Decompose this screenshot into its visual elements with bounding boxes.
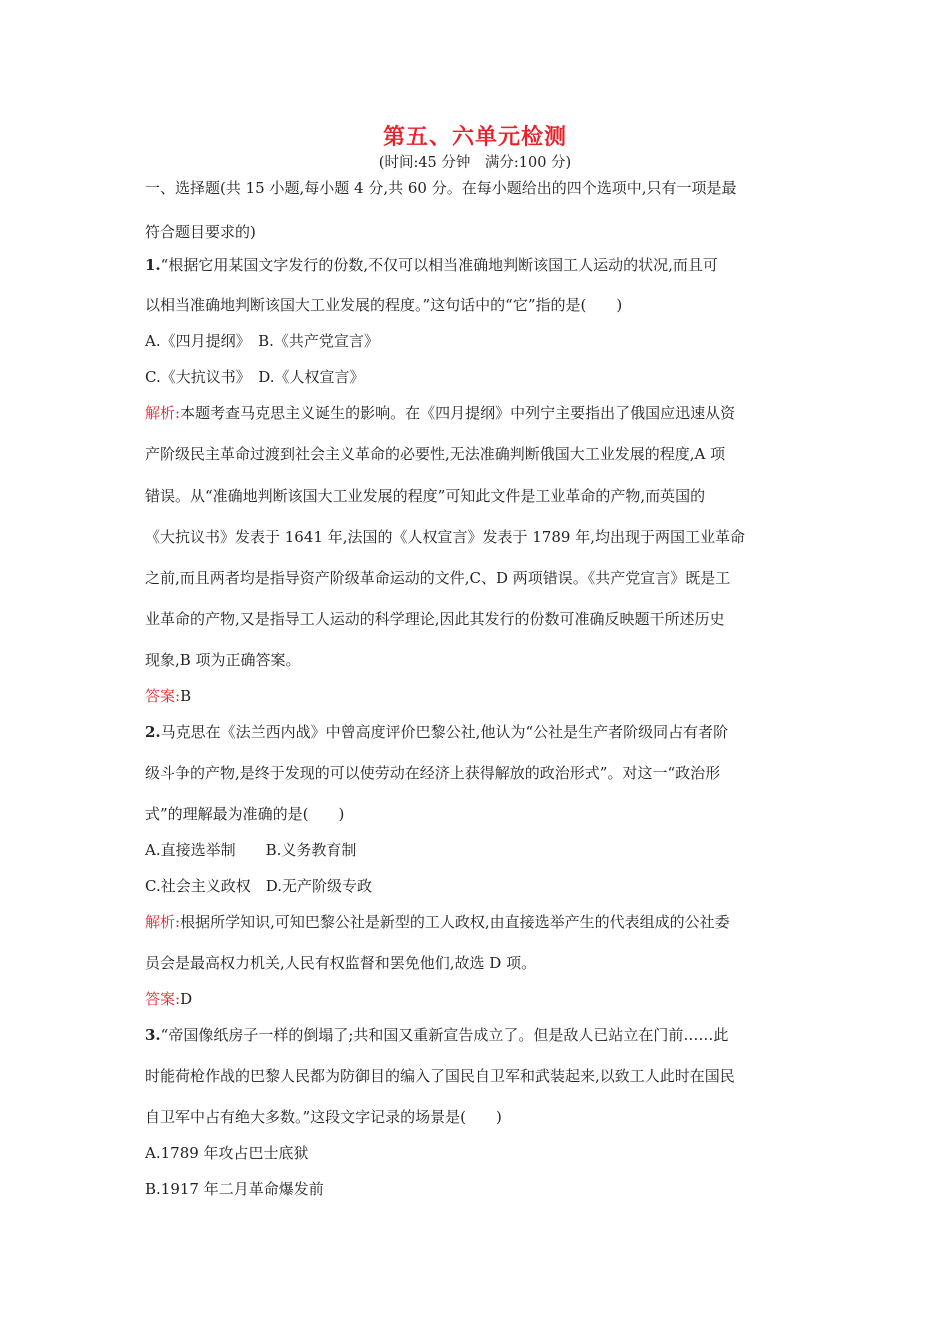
question-1-options-line-2: C.《大抗议书》 D.《人权宣言》 [145, 368, 365, 386]
question-1-answer-label: 答案: [145, 687, 181, 705]
section-heading-line-1: 一、选择题(共 15 小题,每小题 4 分,共 60 分。在每小题给出的四个选项中,只有一项是最 [145, 179, 737, 197]
question-2-analysis-line-2: 员会是最高权力机关,人民有权监督和罢免他们,故选 D 项。 [145, 954, 537, 972]
page-title: 第五、六单元检测 [382, 125, 567, 150]
question-2-analysis-line-1 [145, 912, 810, 932]
question-1-analysis-line-1 [145, 403, 810, 423]
question-1-analysis-line-4: 《大抗议书》发表于 1641 年,法国的《人权宣言》发表于 1789 年,均出现于两国工业革命 [145, 528, 745, 546]
question-2-options-line-1: A.直接选举制 B.义务教育制 [145, 841, 357, 859]
question-1-answer-value: B [180, 687, 192, 705]
question-2-answer-value: D [180, 990, 193, 1008]
question-1-stem-line-2: 以相当准确地判断该国大工业发展的程度。”这句话中的“它”指的是( ) [145, 296, 623, 314]
question-2-stem-line-1 [145, 722, 810, 742]
question-2-answer [145, 989, 810, 1009]
question-1-analysis-line-6: 业革命的产物,又是指导工人运动的科学理论,因此其发行的份数可准确反映题干所述历史 [145, 610, 725, 628]
question-2-answer-label: 答案: [145, 990, 181, 1008]
question-3-options-line-2: B.1917 年二月革命爆发前 [145, 1180, 324, 1198]
question-3-stem-line-1 [145, 1025, 810, 1045]
question-1-stem-text-1: “根据它用某国文字发行的份数,不仅可以相当准确地判断该国工人运动的状况,而且可 [160, 256, 718, 274]
question-1-analysis-line-7: 现象,B 项为正确答案。 [145, 651, 301, 669]
question-3-number: 3. [145, 1026, 161, 1044]
question-1-analysis-line-5: 之前,而且两者均是指导资产阶级革命运动的文件,C、D 两项错误。《共产党宣言》既是工 [145, 569, 731, 587]
question-2-stem-text-1: 马克思在《法兰西内战》中曾高度评价巴黎公社,他认为“公社是生产者阶级同占有者阶 [160, 723, 729, 741]
question-1-analysis-label: 解析: [145, 404, 181, 422]
question-3-stem-line-3: 自卫军中占有绝大多数。”这段文字记录的场景是( ) [145, 1108, 502, 1126]
question-1-stem-line-1 [145, 255, 810, 275]
question-1-options-line-1: A.《四月提纲》 B.《共产党宣言》 [145, 332, 379, 350]
section-heading-line-2: 符合题目要求的) [145, 223, 256, 241]
question-2-stem-line-3: 式”的理解最为准确的是( ) [145, 805, 345, 823]
question-3-stem-line-2: 时能荷枪作战的巴黎人民都为防御目的编入了国民自卫军和武装起来,以致工人此时在国民 [145, 1067, 735, 1085]
question-1-answer [145, 686, 810, 706]
page-subtitle: (时间:45 分钟 满分:100 分) [378, 155, 572, 171]
question-1-analysis-line-2: 产阶级民主革命过渡到社会主义革命的必要性,无法准确判断俄国大工业发展的程度,A 项 [145, 445, 726, 463]
question-3-stem-text-1: “帝国像纸房子一样的倒塌了;共和国又重新宣告成立了。但是敌人已站立在门前……此 [160, 1026, 729, 1044]
question-1-analysis-text-1: 本题考查马克思主义诞生的影响。在《四月提纲》中列宁主要指出了俄国应迅速从资 [180, 404, 736, 422]
question-2-number: 2. [145, 723, 161, 741]
question-3-options-line-1: A.1789 年攻占巴士底狱 [145, 1144, 309, 1162]
question-1-number: 1. [145, 256, 161, 274]
question-2-analysis-label: 解析: [145, 913, 181, 931]
question-1-analysis-line-3: 错误。从“准确地判断该国大工业发展的程度”可知此文件是工业革命的产物,而英国的 [145, 487, 706, 505]
question-2-stem-line-2: 级斗争的产物,是终于发现的可以使劳动在经济上获得解放的政治形式”。对这一“政治形 [145, 764, 721, 782]
question-2-options-line-2: C.社会主义政权 D.无产阶级专政 [145, 877, 372, 895]
question-2-analysis-text-1: 根据所学知识,可知巴黎公社是新型的工人政权,由直接选举产生的代表组成的公社委 [180, 913, 730, 931]
